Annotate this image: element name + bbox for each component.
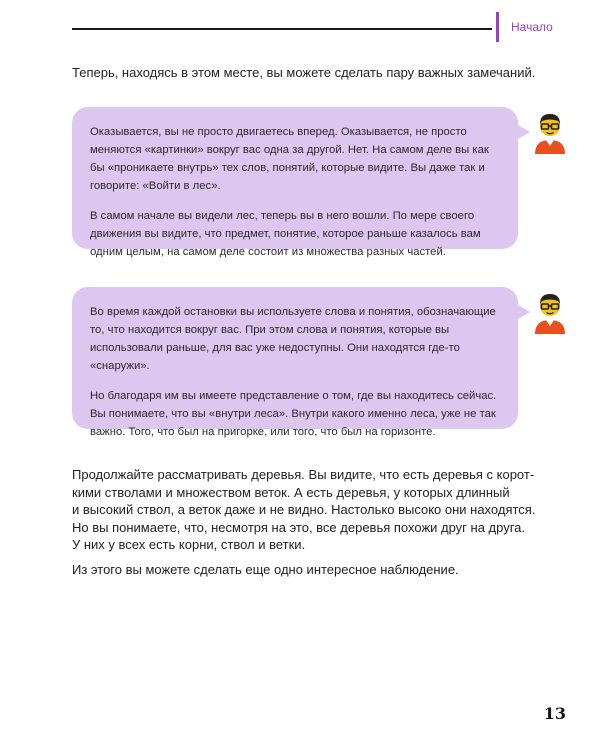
person-with-glasses-icon: [532, 290, 568, 334]
section-tab-label: Начало: [511, 20, 553, 34]
body-paragraph: [72, 466, 535, 554]
header-rule: [72, 28, 492, 30]
bubble-2-paragraph-1: Во время каждой остановки вы используете слова и понятия, обозначающие то, что находится вокруг вас. При этом слова и понятия, которые вы использовали раньше, для вас уже недоступны. Они находятся где-то «снаружи».: [90, 306, 496, 372]
speech-bubble-1: [72, 107, 518, 258]
body-line: и высокий ствол, а веток даже и не видно. Настолько высоко они находятся.: [72, 502, 536, 517]
body-line: Продолжайте рассматривать деревья. Вы видите, что есть деревья с корот-: [72, 467, 535, 482]
body-line: Но вы понимаете, что, несмотря на это, все деревья похожи друг на друга.: [72, 519, 526, 535]
body-line: кими стволами и множеством веток. А есть деревья, у которых длинный: [72, 484, 510, 500]
bubble-1-paragraph-2: В самом начале вы видели лес, теперь вы в него вошли. По мере своего движения вы видите, что предмет, понятие, которое раньше казалось вам одним целым, на самом деле состоит из множества разных частей.: [90, 210, 481, 258]
page-number: 13: [543, 704, 566, 723]
section-tab: [496, 12, 600, 42]
intro-paragraph: Теперь, находясь в этом месте, вы можете сделать пару важных замечаний.: [72, 65, 536, 80]
person-with-glasses-icon: [532, 110, 568, 154]
speech-bubble-2: [72, 287, 518, 438]
body-line: У них у всех есть корни, ствол и ветки.: [72, 537, 306, 552]
bubble-1-paragraph-1: Оказывается, вы не просто двигаетесь вперед. Оказывается, не просто меняются «картинки» вокруг вас одна за другой. Нет. На самом деле вы как бы «проникаете внутрь» тех слов, понятий, которые видите. Вы даже так и говорите: «Войти в лес».: [90, 126, 489, 192]
closing-paragraph: Из этого вы можете сделать еще одно интересное наблюдение.: [72, 562, 459, 577]
bubble-2-paragraph-2: Но благодаря им вы имеете представление о том, где вы находитесь сейчас. Вы понимаете, что вы «внутри леса». Внутри какого именно леса, уже не так важно. Того, что был на пригорке, или того, что был на горизонте.: [90, 390, 497, 438]
